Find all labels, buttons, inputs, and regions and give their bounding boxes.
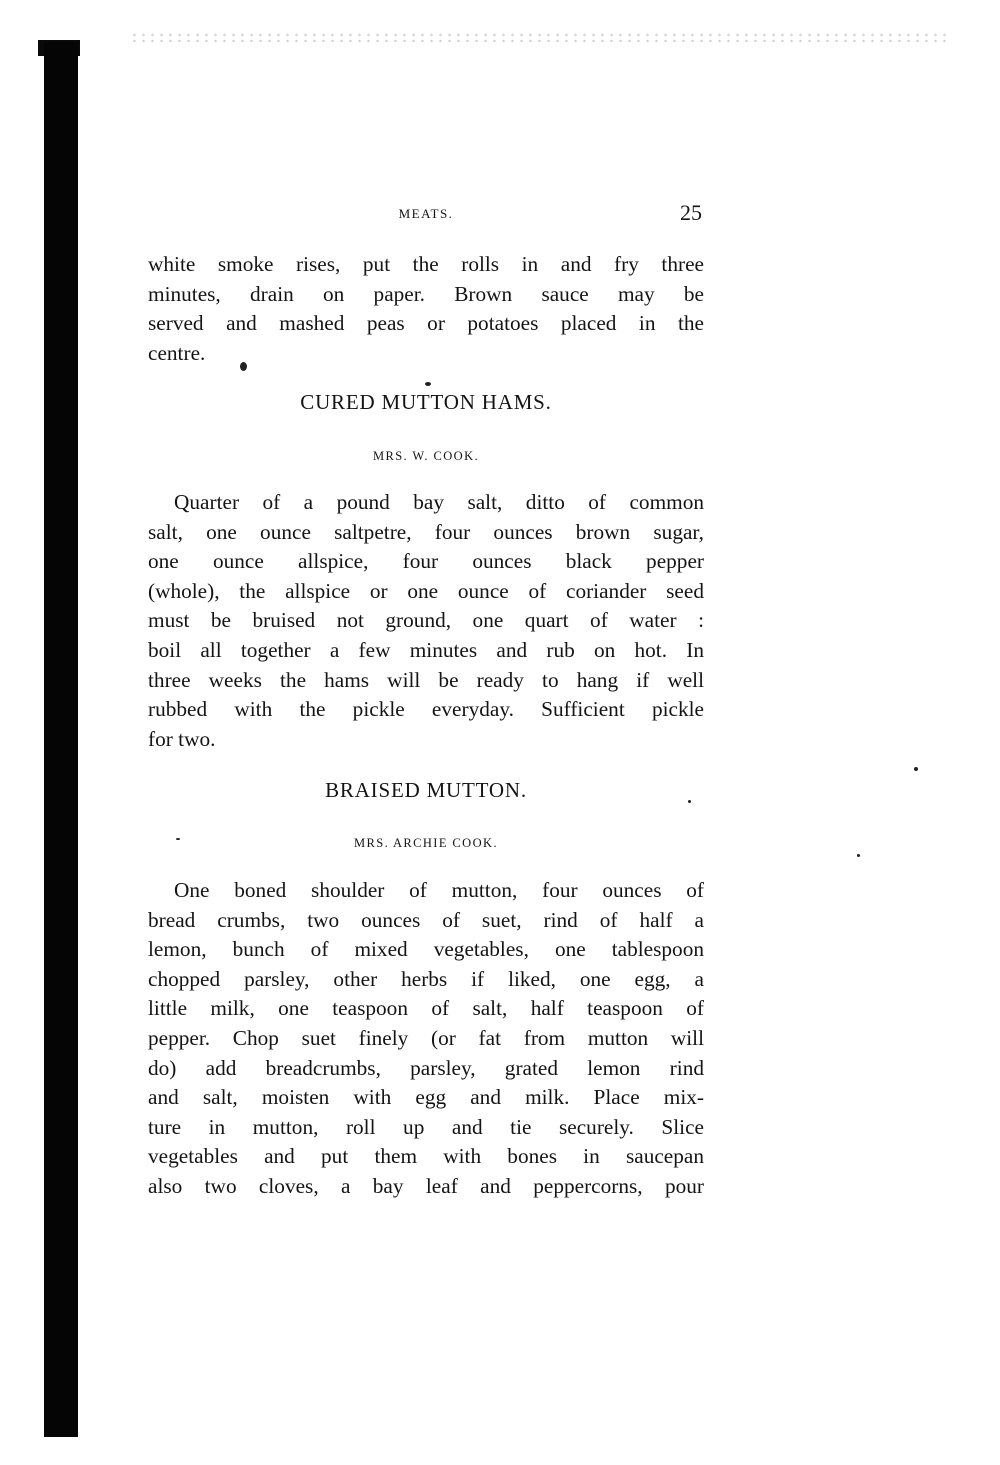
- text-line: (whole), the allspice or one ounce of coriander seed: [148, 578, 704, 603]
- scan-noise-top: [130, 32, 950, 42]
- text-line: ture in mutton, roll up and tie securely. Slice: [148, 1114, 704, 1139]
- page-number: 25: [680, 200, 702, 225]
- running-head-title: MEATS.: [398, 206, 454, 221]
- recipe-author: MRS. ARCHIE COOK.: [354, 836, 498, 850]
- text-line: one ounce allspice, four ounces black pepper: [148, 549, 704, 574]
- ink-speck: [425, 382, 431, 386]
- text-line: salt, one ounce saltpetre, four ounces brown sugar,: [148, 519, 704, 544]
- ink-speck: [857, 854, 860, 857]
- running-head: [148, 200, 704, 230]
- recipe-title: BRAISED MUTTON.: [325, 778, 527, 802]
- continuation-paragraph: [148, 250, 704, 368]
- text-line: vegetables and put them with bones in saucepan: [148, 1144, 704, 1169]
- text-line: chopped parsley, other herbs if liked, one egg, a: [148, 966, 704, 991]
- text-line: centre.: [148, 340, 206, 365]
- text-line: pepper. Chop suet finely (or fat from mutton will: [148, 1025, 704, 1050]
- recipe-body: [148, 876, 704, 1202]
- text-line: boil all together a few minutes and rub on hot. In: [148, 637, 704, 662]
- text-line: little milk, one teaspoon of salt, half teaspoon of: [148, 996, 704, 1021]
- text-line: for two.: [148, 726, 216, 751]
- recipe-title: CURED MUTTON HAMS.: [300, 390, 552, 414]
- text-line: also two cloves, a bay leaf and peppercorns, pour: [148, 1173, 704, 1198]
- text-line: bread crumbs, two ounces of suet, rind of half a: [148, 907, 704, 932]
- recipe-body: [148, 488, 704, 754]
- text-line: rubbed with the pickle everyday. Sufficient pickle: [148, 697, 704, 722]
- text-line: white smoke rises, put the rolls in and fry three: [148, 252, 704, 276]
- book-binding-shadow: [44, 42, 78, 1437]
- text-line: and salt, moisten with egg and milk. Place mix-: [148, 1085, 704, 1110]
- text-line: One boned shoulder of mutton, four ounces of: [174, 878, 704, 902]
- text-line: lemon, bunch of mixed vegetables, one tablespoon: [148, 937, 704, 962]
- text-line: Quarter of a pound bay salt, ditto of common: [174, 490, 704, 514]
- recipe-author: MRS. W. COOK.: [372, 449, 480, 463]
- text-line: served and mashed peas or potatoes placed in the: [148, 311, 704, 336]
- text-line: three weeks the hams will be ready to hang if well: [148, 667, 704, 692]
- text-line: minutes, drain on paper. Brown sauce may be: [148, 281, 704, 306]
- text-line: must be bruised not ground, one quart of water :: [148, 608, 704, 633]
- text-line: do) add breadcrumbs, parsley, grated lemon rind: [148, 1055, 704, 1080]
- ink-speck: [914, 767, 918, 771]
